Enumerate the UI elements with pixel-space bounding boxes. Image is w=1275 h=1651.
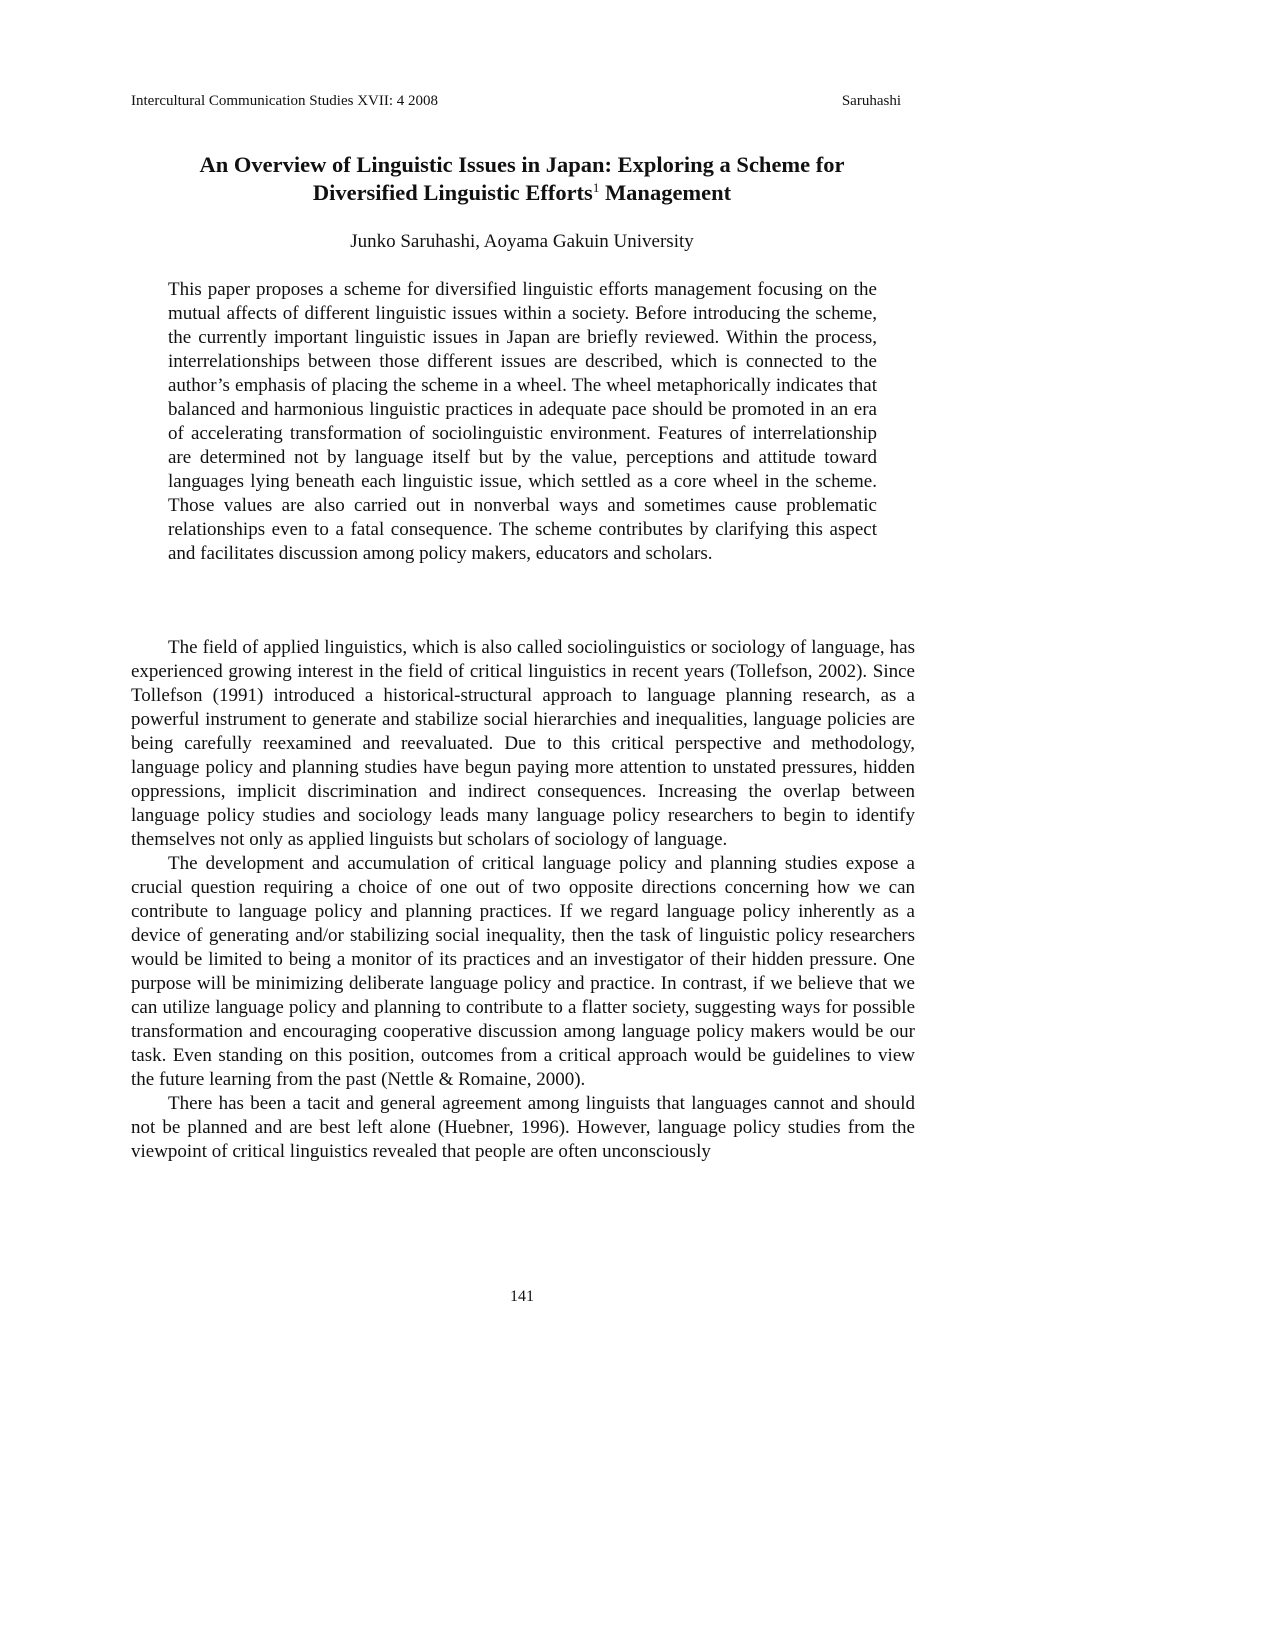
footnote-marker: 1	[592, 180, 600, 195]
abstract: This paper proposes a scheme for diversified linguistic efforts management focusing on the mutual affects of different linguistic issues within a society. Before introducing the scheme, the currently important linguistic issues in Japan are briefly reviewed. Within the process, interrelationships between those different issues are described, which is connected to the author’s emphasis of placing the scheme in a wheel. The wheel metaphorically indicates that balanced and harmonious linguistic practices in adequate pace should be promoted in an era of accelerating transformation of sociolinguistic environment. Features of interrelationship are determined not by language itself but by the value, perceptions and attitude toward languages lying beneath each linguistic issue, which settled as a core wheel in the scheme. Those values are also carried out in nonverbal ways and sometimes cause problematic relationships even to a fatal consequence. The scheme contributes by clarifying this aspect and facilitates discussion among policy makers, educators and scholars.	[168, 279, 877, 564]
body-paragraph-2: The development and accumulation of critical language policy and planning studies expose a crucial question requiring a choice of one out of two opposite directions concerning how we can contribute to language policy and planning practices. If we regard language policy inherently as a device of generating and/or stabilizing social inequality, then the task of linguistic policy researchers would be limited to being a monitor of its practices and an investigator of their hidden pressure. One purpose will be minimizing deliberate language policy and practice. In contrast, if we believe that we can utilize language policy and planning to contribute to a flatter society, suggesting ways for possible transformation and encouraging cooperative discussion among language policy makers would be our task. Even standing on this position, outcomes from a critical approach would be guidelines to view the future learning from the past (Nettle & Romaine, 2000).	[131, 853, 915, 1090]
page-number: 141	[510, 1288, 534, 1305]
body-paragraph-3: There has been a tacit and general agreement among linguists that languages cannot and should not be planned and are best left alone (Huebner, 1996). However, language policy studies from the viewpoint of critical linguistics revealed that people are often unconsciously	[131, 1093, 915, 1162]
title-line-2-end: Management	[599, 180, 732, 205]
body-paragraph-1: The field of applied linguistics, which is also called sociolinguistics or sociology of language, has experienced growing interest in the field of critical linguistics in recent years (Tollefson, 2002). Since Tollefson (1991) introduced a historical-structural approach to language planning research, as a powerful instrument to generate and stabilize social hierarchies and inequalities, language policies are being carefully reexamined and reevaluated. Due to this critical perspective and methodology, language policy and planning studies have begun paying more attention to unstated pressures, hidden oppressions, implicit discrimination and indirect consequences. Increasing the overlap between language policy studies and sociology leads many language policy researchers to begin to identify themselves not only as applied linguists but scholars of sociology of language.	[131, 637, 915, 850]
running-header	[131, 91, 901, 111]
author-running-header: Saruhashi	[841, 93, 901, 109]
body-text	[131, 636, 915, 1164]
title-line-2-start: Diversified Linguistic Efforts	[312, 180, 593, 205]
title-line-1: An Overview of Linguistic Issues in Japan: Exploring a Scheme for	[199, 152, 845, 177]
journal-header: Intercultural Communication Studies XVII: 4 2008	[131, 93, 439, 109]
paper-title	[131, 151, 913, 207]
author-affiliation: Junko Saruhashi, Aoyama Gakuin University	[350, 231, 694, 252]
